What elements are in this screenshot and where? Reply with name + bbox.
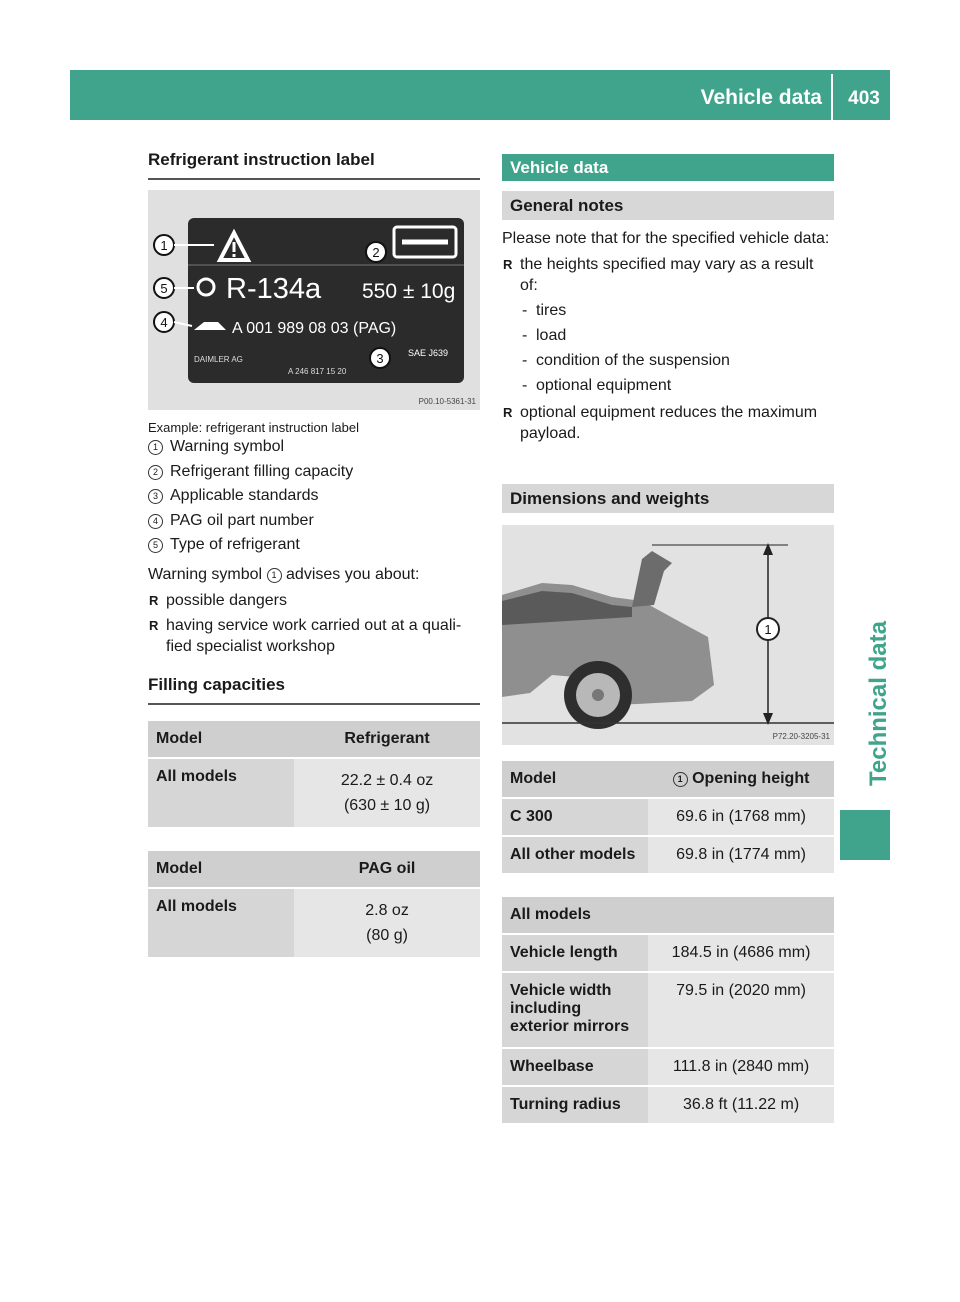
legend-num: 3: [148, 489, 163, 504]
sub-item: - tires: [520, 298, 834, 323]
legend-item: [148, 435, 480, 460]
warning-intro-num: 1: [267, 568, 282, 583]
table-cell-value: 79.5 in (2020 mm): [648, 973, 834, 1049]
value-line-2: (80 g): [366, 926, 408, 944]
legend-item: [148, 460, 480, 485]
general-notes-title: General notes: [502, 191, 834, 220]
table-header-model: Model: [148, 721, 294, 759]
refrigerant-label-drawing: [148, 190, 480, 410]
left-column: [148, 150, 480, 959]
legend-text: Warning symbol: [170, 438, 285, 455]
standard-text: SAE J639: [408, 348, 449, 358]
refrigerant-label-image: [148, 190, 480, 410]
table-cell-model: All other models: [502, 837, 648, 875]
table-cell-key: Vehicle width including exterior mirrors: [502, 973, 648, 1049]
legend-item: [148, 533, 480, 558]
warning-intro: [148, 564, 480, 586]
table-cell-value: [294, 759, 480, 829]
table-cell-key: Turning radius: [502, 1087, 648, 1125]
table-cell-key: Vehicle length: [502, 935, 648, 973]
table-cell-value: 111.8 in (2840 mm): [648, 1049, 834, 1087]
general-intro: Please note that for the specified vehicle data:: [502, 230, 830, 247]
table-cell-model: All models: [148, 889, 294, 959]
opening-height-table: [502, 761, 834, 875]
legend-num: 2: [148, 465, 163, 480]
car-rear-drawing: [502, 525, 834, 745]
sub-list: [520, 298, 834, 398]
table-row: [502, 837, 834, 875]
legend-item: [148, 509, 480, 534]
header-text: Opening height: [692, 770, 810, 787]
callout-2: 2: [372, 245, 380, 260]
legend-item: [148, 484, 480, 509]
callout-4: 4: [160, 315, 168, 330]
legend-text: Applicable standards: [170, 487, 319, 504]
maker-text: DAIMLER AG: [194, 355, 243, 364]
table-cell-value: 69.6 in (1768 mm): [648, 799, 834, 837]
label-number-text: A 246 817 15 20: [288, 367, 347, 376]
table-header-model: Model: [148, 851, 294, 889]
bullet-item: R having service work carried out at a quali-fied specialist workshop: [148, 615, 480, 657]
callout-3: 3: [376, 351, 384, 366]
table-row: [502, 799, 834, 837]
header-separator: [831, 74, 833, 120]
image-code: P72.20-3205-31: [772, 732, 830, 741]
vehicle-data-bar: Vehicle data: [502, 154, 834, 181]
callout-1: 1: [764, 622, 772, 637]
legend-text: PAG oil part number: [170, 511, 314, 529]
refrigerant-label-title: Refrigerant instruction label: [148, 150, 480, 180]
legend-text: Refrigerant filling capacity: [170, 462, 354, 480]
table-row: [502, 935, 834, 973]
filling-capacities-title: Filling capacities: [148, 675, 480, 705]
table-header: All models: [502, 897, 834, 935]
page-number: 403: [848, 88, 880, 109]
sub-item: - condition of the suspension: [520, 348, 834, 373]
legend-text: Type of refrigerant: [170, 536, 300, 553]
header-title: Vehicle data: [700, 86, 822, 109]
legend-num: 1: [148, 440, 163, 455]
image-code: P00.10-5361-31: [418, 397, 476, 406]
legend-num: 5: [148, 538, 163, 553]
table-row: [502, 973, 834, 1049]
capacity-text: 550 ± 10g: [362, 280, 456, 303]
table-header-value: Refrigerant: [294, 721, 480, 759]
value-line-2: (630 ± 10 g): [343, 796, 431, 814]
warning-intro-b: advises you about:: [286, 565, 420, 583]
value-line-1: 2.8 oz: [365, 901, 409, 919]
table-row: [502, 1049, 834, 1087]
bullet-item: R possible dangers: [148, 590, 480, 611]
warning-intro-a: Warning symbol: [148, 565, 263, 583]
sub-item: - optional equipment: [520, 373, 834, 398]
table-header-value: PAG oil: [294, 851, 480, 889]
general-bullets: [502, 254, 834, 444]
legend-num: 4: [148, 514, 163, 529]
dimensions-table: [502, 897, 834, 1125]
bullet-item: [502, 254, 834, 398]
callout-1: 1: [160, 238, 168, 253]
table-header-model: Model: [502, 761, 648, 799]
table-cell-value: [294, 889, 480, 959]
table-cell-model: All models: [148, 759, 294, 829]
table-header-value: [648, 761, 834, 799]
table-cell-model: C 300: [502, 799, 648, 837]
bullet-text: the heights specified may vary as a result of:: [520, 256, 814, 294]
right-column: [502, 154, 834, 1125]
header-num: 1: [673, 772, 688, 787]
warning-bullets: [148, 590, 480, 657]
value-line-1: 22.2 ± 0.4 oz: [340, 771, 434, 789]
dimensions-title: Dimensions and weights: [502, 484, 834, 513]
table-row: [502, 1087, 834, 1125]
table-cell-key: Wheelbase: [502, 1049, 648, 1087]
image-caption: Example: refrigerant instruction label: [148, 420, 359, 435]
table-cell-value: 36.8 ft (11.22 m): [648, 1087, 834, 1125]
side-tab-label: Technical data: [865, 621, 892, 786]
refrigerant-type-text: R-134a: [226, 273, 322, 305]
legend-list: [148, 435, 480, 558]
part-number-text: A 001 989 08 03 (PAG): [232, 320, 397, 337]
table-cell-value: 69.8 in (1774 mm): [648, 837, 834, 875]
callout-5: 5: [160, 281, 168, 296]
table-cell-value: 184.5 in (4686 mm): [648, 935, 834, 973]
pag-oil-table: [148, 851, 480, 959]
sub-item: - load: [520, 323, 834, 348]
car-opening-height-image: [502, 525, 834, 745]
bullet-item: R optional equipment reduces the maximum payload.: [502, 402, 834, 444]
side-tab-marker: [840, 810, 890, 860]
refrigerant-table: [148, 721, 480, 829]
